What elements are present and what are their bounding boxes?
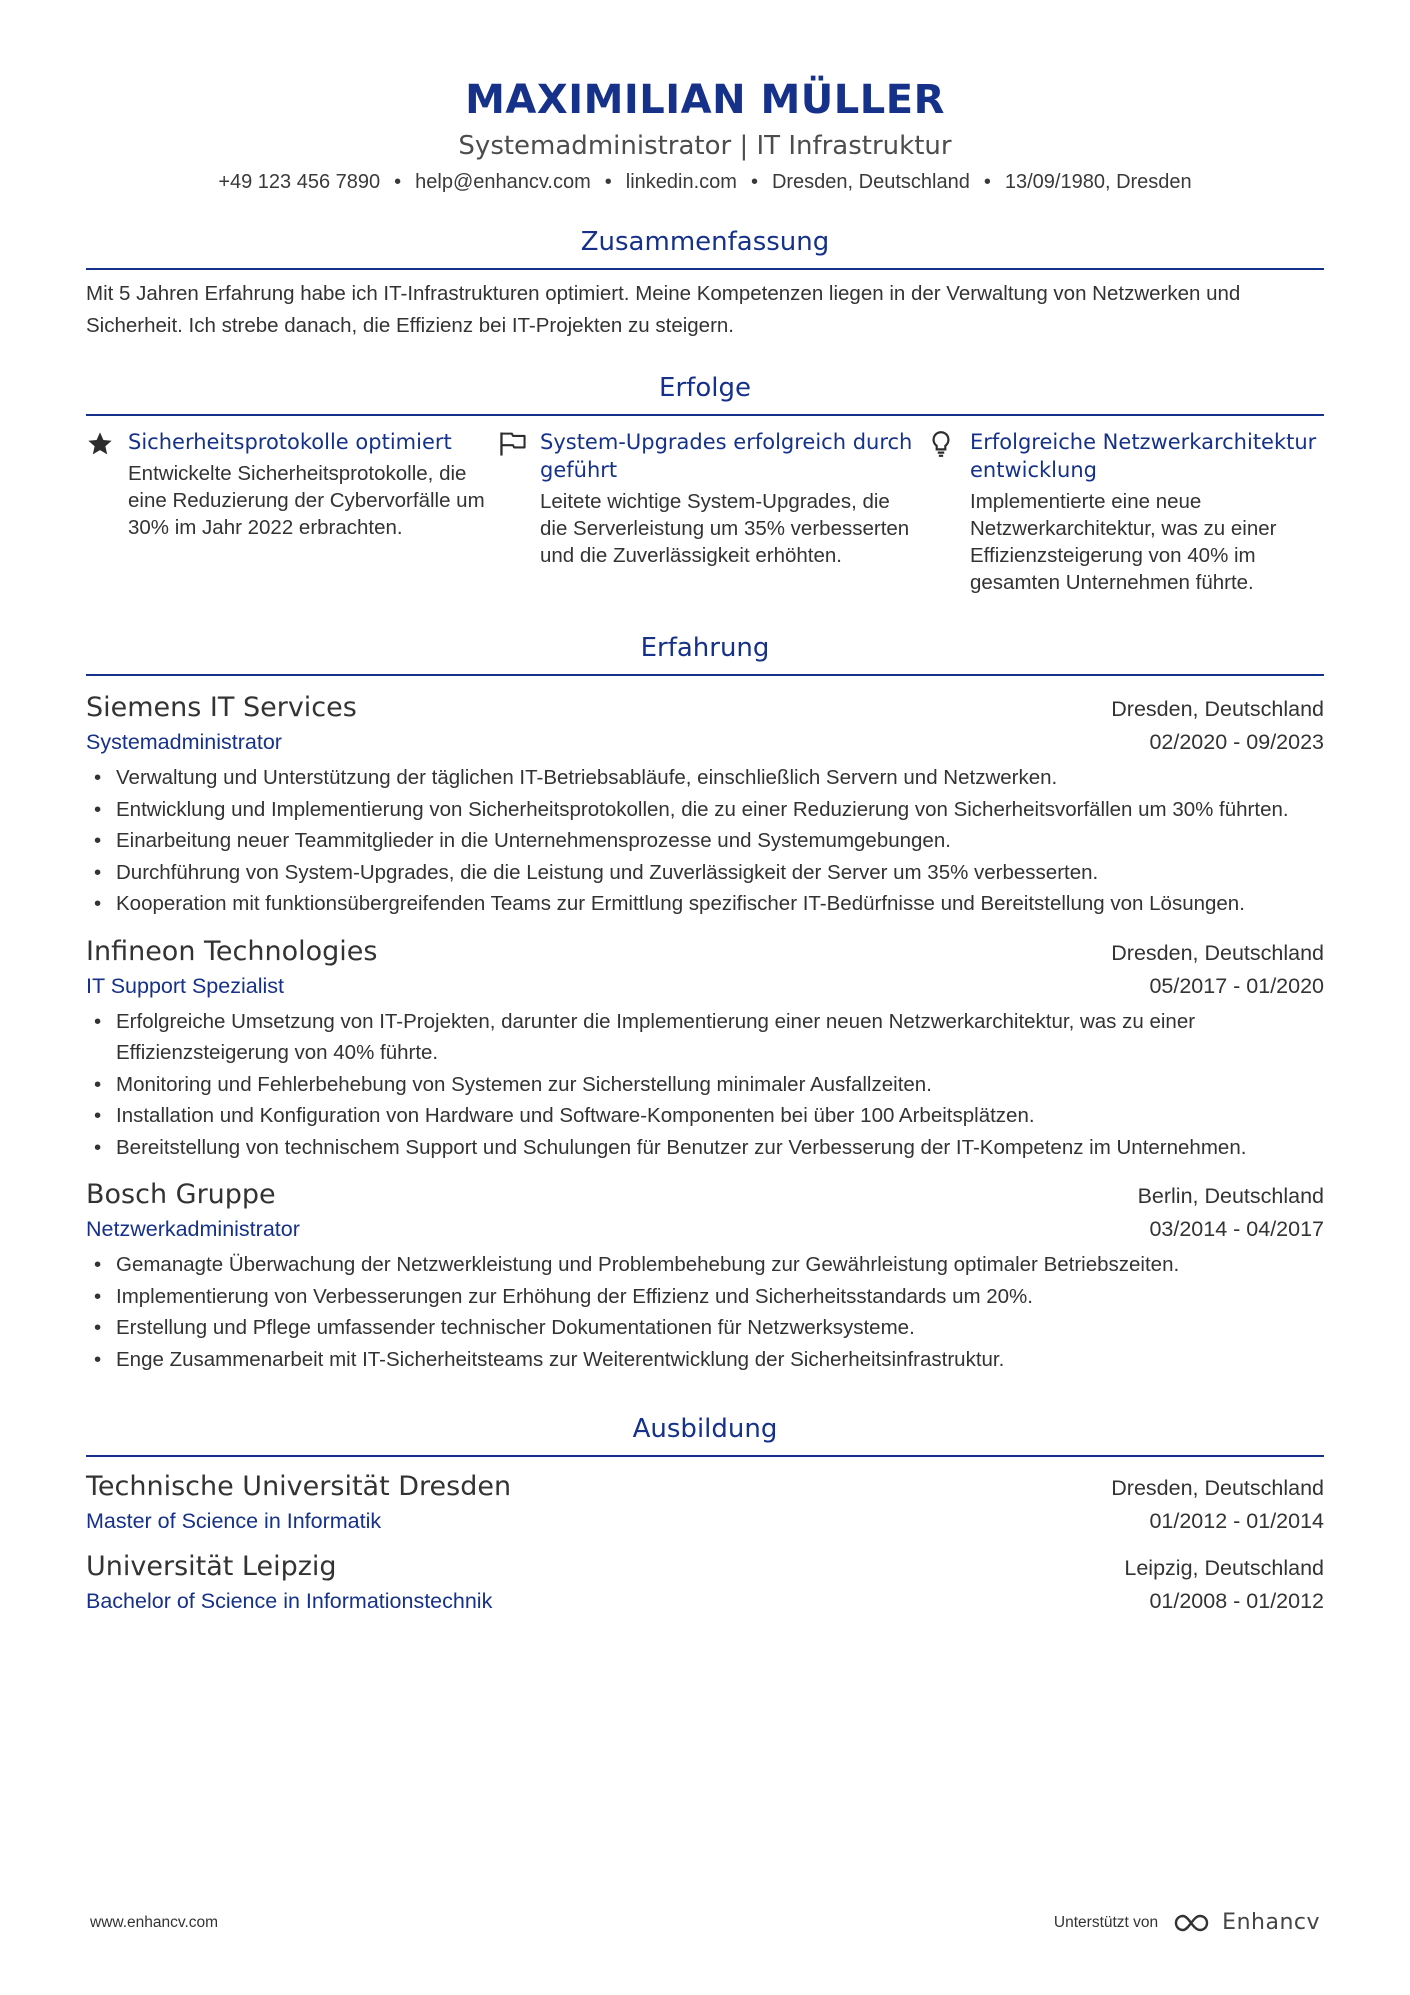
job-location: Dresden, Deutschland xyxy=(1111,940,1324,965)
enhancv-logo-icon xyxy=(1170,1911,1214,1935)
education-entry xyxy=(86,1469,1324,1537)
achievement-item xyxy=(86,428,498,596)
education-dates: 01/2012 - 01/2014 xyxy=(1149,1509,1324,1533)
candidate-name: MAXIMILIAN MÜLLER xyxy=(465,77,945,123)
achievement-description: Leitete wichtige System-Upgrades, die die Serverleistung um 35% verbesserten und die Zuverlässigkeit erhöhten. xyxy=(540,490,910,567)
list-item: • Monitoring und Fehlerbehebung von Systemen zur Sicherstellung minimaler Ausfallzeiten. xyxy=(86,1069,1324,1101)
school-location: Dresden, Deutschland xyxy=(1111,1476,1324,1500)
lightbulb-icon xyxy=(928,428,970,596)
job-entry xyxy=(86,690,1324,920)
achievements-section xyxy=(86,370,1324,596)
job-dates: 05/2017 - 01/2020 xyxy=(1149,973,1324,998)
brand-name: Enhancv xyxy=(1222,1910,1320,1935)
job-role: Netzwerkadministrator xyxy=(86,1217,300,1241)
list-item: • Bereitstellung von technischem Support und Schulungen für Benutzer zur Verbesserung der IT-Kompetenz im Unternehmen. xyxy=(86,1132,1324,1164)
list-item: • Entwicklung und Implementierung von Sicherheitsprotokollen, die zu einer Reduzierung von Sicherheitsvorfällen um 30% führten. xyxy=(86,794,1324,826)
list-item: • Erfolgreiche Umsetzung von IT-Projekten, darunter die Implementierung einer neuen Netzwerkarchitektur, was zu einer Effizienzsteigerung von 40% führte. xyxy=(86,1006,1324,1069)
job-bullets xyxy=(86,1249,1324,1375)
email-link[interactable]: help@enhancv.com xyxy=(415,171,591,193)
school-location: Leipzig, Deutschland xyxy=(1124,1556,1324,1580)
list-item: • Einarbeitung neuer Teammitglieder in die Unternehmensprozesse und Systemumgebungen. xyxy=(86,825,1324,857)
list-item: • Enge Zusammenarbeit mit IT-Sicherheitsteams zur Weiterentwicklung der Sicherheitsinfrastruktur. xyxy=(86,1344,1324,1376)
achievement-description: Entwickelte Sicherheitsprotokolle, die eine Reduzierung der Cybervorfälle um 30% im Jahr 2022 erbrachten. xyxy=(128,462,485,539)
star-icon xyxy=(86,428,128,596)
company-name: Bosch Gruppe xyxy=(86,1179,276,1210)
job-bullets xyxy=(86,762,1324,920)
footer-website-link[interactable]: www.enhancv.com xyxy=(90,1913,219,1931)
achievement-item xyxy=(928,428,1324,596)
job-dates: 02/2020 - 09/2023 xyxy=(1149,730,1324,754)
degree: Master of Science in Informatik xyxy=(86,1509,382,1533)
list-item: • Erstellung und Pflege umfassender technischer Dokumentationen für Netzwerksysteme. xyxy=(86,1312,1324,1344)
candidate-title: Systemadministrator | IT Infrastruktur xyxy=(458,131,952,161)
degree: Bachelor of Science in Informationstechnik xyxy=(86,1589,493,1613)
location: Dresden, Deutschland xyxy=(771,171,970,193)
separator-dot: • xyxy=(604,171,612,193)
company-name: Infineon Technologies xyxy=(86,935,378,967)
page-footer xyxy=(90,1910,1320,1935)
birth-info: 13/09/1980, Dresden xyxy=(1004,171,1192,193)
achievement-title: Erfolgreiche Netzwerkarchitekturentwicklung xyxy=(970,430,1317,482)
flag-icon xyxy=(498,428,540,596)
achievement-item xyxy=(498,428,928,596)
summary-text: Mit 5 Jahren Erfahrung habe ich IT-Infrastrukturen optimiert. Meine Kompetenzen liegen in der Verwaltung von Netzwerken und Sicherheit. Ich strebe danach, die Effizienz bei IT-Projekten zu steigern. xyxy=(86,282,1241,337)
separator-dot: • xyxy=(394,171,402,193)
list-item: • Installation und Konfiguration von Hardware und Software-Komponenten bei über 100 Arbeitsplätzen. xyxy=(86,1100,1324,1132)
summary-section xyxy=(86,224,1324,342)
resume-header xyxy=(86,0,1324,196)
job-role: IT Support Spezialist xyxy=(86,973,284,998)
job-role: Systemadministrator xyxy=(86,730,282,754)
section-title-summary: Zusammenfassung xyxy=(86,224,1324,270)
school-name: Universität Leipzig xyxy=(86,1551,337,1582)
education-dates: 01/2008 - 01/2012 xyxy=(1149,1589,1324,1613)
job-location: Berlin, Deutschland xyxy=(1137,1184,1324,1208)
list-item: • Gemanagte Überwachung der Netzwerkleistung und Problembehebung zur Gewährleistung optimaler Betriebszeiten. xyxy=(86,1249,1324,1281)
list-item: • Kooperation mit funktionsübergreifenden Teams zur Ermittlung spezifischer IT-Bedürfnisse und Bereitstellung von Lösungen. xyxy=(86,888,1324,920)
achievement-title: System-Upgrades erfolgreich durchgeführt xyxy=(540,430,913,482)
job-entry xyxy=(86,1177,1324,1375)
linkedin-link[interactable]: linkedin.com xyxy=(625,171,737,193)
resume-page xyxy=(86,0,1324,1995)
list-item: • Durchführung von System-Upgrades, die die Leistung und Zuverlässigkeit der Server um 35% verbesserten. xyxy=(86,857,1324,889)
footer-branding xyxy=(1054,1910,1320,1935)
achievements-list xyxy=(86,428,1324,596)
separator-dot: • xyxy=(983,171,991,193)
list-item: • Verwaltung und Unterstützung der täglichen IT-Betriebsabläufe, einschließlich Servern und Netzwerken. xyxy=(86,762,1324,794)
achievement-description: Implementierte eine neue Netzwerkarchitektur, was zu einer Effizienzsteigerung von 40% im gesamten Unternehmen führte. xyxy=(970,490,1277,594)
phone: +49 123 456 7890 xyxy=(218,171,381,193)
achievement-title: Sicherheitsprotokolle optimiert xyxy=(128,430,452,454)
list-item: • Implementierung von Verbesserungen zur Erhöhung der Effizienz und Sicherheitsstandards um 20%. xyxy=(86,1281,1324,1313)
job-dates: 03/2014 - 04/2017 xyxy=(1149,1217,1324,1241)
job-bullets xyxy=(86,1006,1324,1164)
experience-section xyxy=(86,630,1324,1375)
education-entry xyxy=(86,1549,1324,1617)
job-entry xyxy=(86,934,1324,1164)
section-title-achievements: Erfolge xyxy=(86,370,1324,416)
job-location: Dresden, Deutschland xyxy=(1111,697,1324,721)
separator-dot: • xyxy=(750,171,758,193)
section-title-education: Ausbildung xyxy=(86,1411,1324,1457)
school-name: Technische Universität Dresden xyxy=(86,1471,512,1502)
contact-line xyxy=(86,168,1324,196)
section-title-experience: Erfahrung xyxy=(86,630,1324,676)
company-name: Siemens IT Services xyxy=(86,692,357,723)
powered-by-label: Unterstützt von xyxy=(1053,1913,1159,1931)
education-section xyxy=(86,1411,1324,1617)
